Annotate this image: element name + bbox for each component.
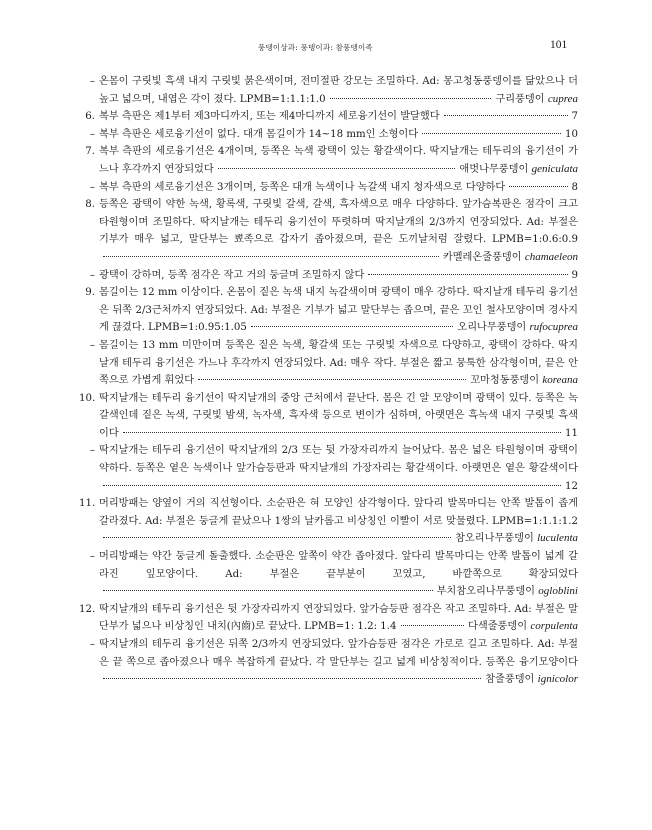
key-destination [565,126,578,144]
key-description: 광택이 강하며, 등쪽 점각은 작고 거의 둥글며 조밀하지 않다 [99,269,365,281]
key-destination [455,530,578,548]
key-description: 딱지날개는 테두리 융기선이 딱지날개의 2/3 또는 뒷 가장자리까지 늘어났다. 몸은 넓은 타원형이며 광택이 약하다. 등쪽은 옅은 녹색이나 앞가슴등판과 딱지날개의 가장자리는 황갈색이다. 아랫면은 옅은 황갈색이다 [99,445,578,475]
leader-dots [401,625,465,626]
key-entry [79,390,578,443]
key-lead [99,126,578,144]
key-entry [79,143,578,178]
destination-scientific-name: koreana [542,374,578,387]
key-description: 복부 측판은 세로융기선이 없다. 대개 몸길이가 14~18 mm인 소형이다 [99,128,419,140]
destination-korean: 12 [565,480,578,492]
key-lead [99,601,578,636]
destination-korean: 카멜레온줄풍뎅이 [442,251,522,263]
key-entry [79,337,578,390]
key-description: 몸길이는 12 mm 이상이다. 온몸이 짙은 녹색 내지 녹갈색이며 광택이 매우 강하다. 딱지날개 테두리 융기선은 뒤쪽 2/3근처까지 연장되었다. Ad: 부절은 기부가 넓고 말단부는 좁으며, 끝은 꼬인 철사모양이며 경사지게 끊겼다. LPMB=1:0.95:1.05 [99,287,578,334]
leader-dots [103,256,439,257]
couplet-marker: – [89,551,95,563]
key-entry [79,601,578,636]
leader-dots [103,485,561,486]
leader-dots [444,115,568,116]
couplet-marker: 6. [85,111,95,123]
page-number: 101 [550,39,568,51]
key-description: 복부 측판은 제1부터 제3마디까지, 또는 제4마디까지 세로융기선이 발달했다 [99,111,440,123]
couplet-marker: – [89,639,95,650]
key-destination [470,372,578,390]
key-lead [99,267,578,285]
key-lead [99,179,578,197]
destination-korean: 11 [565,427,578,439]
destination-korean: 참오리나무풍뎅이 [455,533,534,545]
key-lead [99,495,578,548]
key-lead [99,548,578,601]
couplet-marker: – [89,269,95,281]
destination-scientific-name: geniculata [531,162,578,175]
destination-scientific-name: cuprea [547,92,578,105]
key-entry [79,108,578,126]
key-description: 복부 측판의 세로융기선은 4개이며, 등쪽은 녹색 광택이 있는 황갈색이다. 딱지날개는 테두리의 융기선이 가느나 후각까지 연장되었다 [99,146,578,175]
key-destination [468,618,578,636]
leader-dots [509,186,567,187]
key-lead [99,337,578,390]
key-destination [459,161,578,179]
key-destination [572,267,578,285]
key-description: 온몸이 구릿빛 흑색 내지 구릿빛 붉은색이며, 전미절판 강모는 조밀하다. Ad: 몽고청동풍뎅이를 닮았으나 더 높고 넓으며, 내엽은 각이 졌다. LPMB=1:1.1:1.0 [99,76,578,105]
destination-korean: 9 [571,269,578,281]
key-description: 딱지날개의 테두리 융기선은 뒷 가장자리까지 연장되었다. 앞가슴등판 점각은 작고 조밀하다. Ad: 부절은 말단부가 넓으나 비상칭인 내치(內齒)로 끝났다. LPMB=1: 1.2: 1.4 [99,603,578,633]
key-entry [79,126,578,144]
couplet-marker: – [89,128,95,140]
key-description: 등쪽은 광택이 약한 녹색, 황록색, 구릿빛 갈색, 갈색, 흑자색으로 매우 다양하다. 앞가슴복판은 점각이 크고 타원형이며 조밀하다. 딱지날개는 테두리 융기선이 뚜렷하며 딱지날개의 2/3까지 연장되었다. Ad: 부절은 기부가 매우 넓고, 말단부는 뾰족으로 갑자기 좁아졌으며, 끝은 도끼날처럼 잘렸다. LPMB=1:0.6:0.9 [99,199,578,246]
leader-dots [422,133,561,134]
destination-korean: 8 [571,181,578,193]
couplet-marker: – [89,76,95,87]
couplet-marker: – [89,445,95,457]
key-destination [565,425,578,443]
destination-korean: 부치참오리나무풍뎅이 [436,586,536,598]
destination-scientific-name: ignicolor [537,673,578,686]
leader-dots [368,274,567,275]
identification-key [79,73,578,689]
leader-dots [103,537,451,538]
key-entry [79,179,578,197]
key-destination [572,108,578,126]
key-entry [79,196,578,266]
couplet-marker: 9. [85,287,95,299]
destination-korean: 애벗나무풍뎅이 [459,163,529,175]
key-destination [565,478,578,496]
leader-dots [330,98,492,99]
key-lead [99,390,578,443]
key-lead [99,442,578,495]
key-lead [99,143,578,178]
destination-scientific-name: rufocuprea [529,321,578,334]
leader-dots [251,326,454,327]
leader-dots [198,379,466,380]
destination-korean: 다색줄풍뎅이 [468,621,528,633]
key-lead [99,636,578,689]
destination-scientific-name: ogloblini [538,585,578,598]
leader-dots [123,432,561,433]
key-lead [99,108,578,126]
key-description: 머리방패는 약간 둥글게 돌출했다. 소순판은 앞쪽이 약간 좁아졌다. 앞다리 발목마디는 안쪽 발톱이 넓게 갈라진 잎모양이다. Ad: 부절은 끝부분이 꼬였고, 바깥쪽으로 확장되었다 [99,551,578,580]
couplet-marker: 7. [85,146,95,158]
destination-korean: 꼬마청동풍뎅이 [470,375,540,387]
leader-dots [103,678,481,679]
key-destination [443,249,578,267]
destination-korean: 7 [571,111,578,123]
destination-scientific-name: luculenta [537,532,578,545]
destination-scientific-name: corpulenta [530,620,578,633]
key-entry [79,548,578,601]
destination-korean: 구리풍뎅이 [495,93,545,105]
key-entry [79,442,578,495]
key-destination [457,319,578,337]
couplet-marker: 12. [79,603,96,615]
running-title: 풍뎅이상과: 풍뎅이과: 참풍뎅이족 [258,43,373,52]
destination-korean: 참줄풍뎅이 [485,674,535,686]
key-lead [99,73,578,108]
couplet-marker: 11. [79,498,96,510]
couplet-marker: – [89,181,95,193]
key-entry [79,267,578,285]
key-entry [79,73,578,108]
couplet-marker: – [89,339,95,351]
key-lead [99,196,578,266]
key-description: 딱지날개는 테두리 융기선이 딱지날개의 중앙 근처에서 끝난다. 몸은 긴 알 모양이며 광택이 있다. 등쪽은 녹갈색인데 짙은 녹색, 구릿빛 밤색, 녹자색, 흑자색 등으로 변이가 심하며, 아랫면은 흑녹색 내지 구릿빛 흑색이다 [99,392,578,439]
key-description: 몸길이는 13 mm 미만이며 등쪽은 짙은 녹색, 황갈색 또는 구릿빛 자색으로 다양하고, 광택이 강하다. 딱지날개 테두리 융기선은 가느나 후각까지 연장되었다. Ad: 매우 작다. 부절은 짧고 뭉툭한 삼각형이며, 끝은 안쪽으로 가볍게 휘었다 [99,339,578,387]
destination-korean: 10 [565,128,578,140]
couplet-marker: 10. [79,392,96,404]
leader-dots [218,168,456,169]
leader-dots [103,590,433,591]
key-description: 머리방패는 양옆이 거의 직선형이다. 소순판은 혀 모양인 삼각형이다. 앞다리 발목마디는 안쪽 발톱이 좁게 갈라졌다. Ad: 부절은 둥글게 끝났으나 1쌍의 날카롭고 비상칭인 이빨이 서로 맞물렸다. LPMB=1:1.1:1.2 [99,498,578,527]
key-destination [572,179,578,197]
key-description: 복부 측판의 세로융기선은 3개이며, 등쪽은 대개 녹색이나 녹갈색 내지 청자색으로 다양하다 [99,181,506,193]
key-entry [79,495,578,548]
destination-korean: 오리나무풍뎅이 [457,322,527,334]
key-destination [437,583,578,601]
key-lead [99,284,578,337]
couplet-marker: 8. [85,199,95,211]
destination-scientific-name: chamaeleon [524,250,578,263]
key-entry [79,284,578,337]
key-entry [79,636,578,689]
key-destination [485,671,578,689]
key-destination [495,91,578,109]
key-description: 딱지날개의 테두리 융기선은 뒤쪽 2/3까지 연장되었다. 앞가슴등판 점각은 가로로 길고 조밀하다. Ad: 부절은 끝 쪽으로 좁아졌으나 매우 복잡하게 끝났다. 각 말단부는 길고 넓게 비상칭적이다. 등쪽은 융기모양이다 [99,639,578,668]
